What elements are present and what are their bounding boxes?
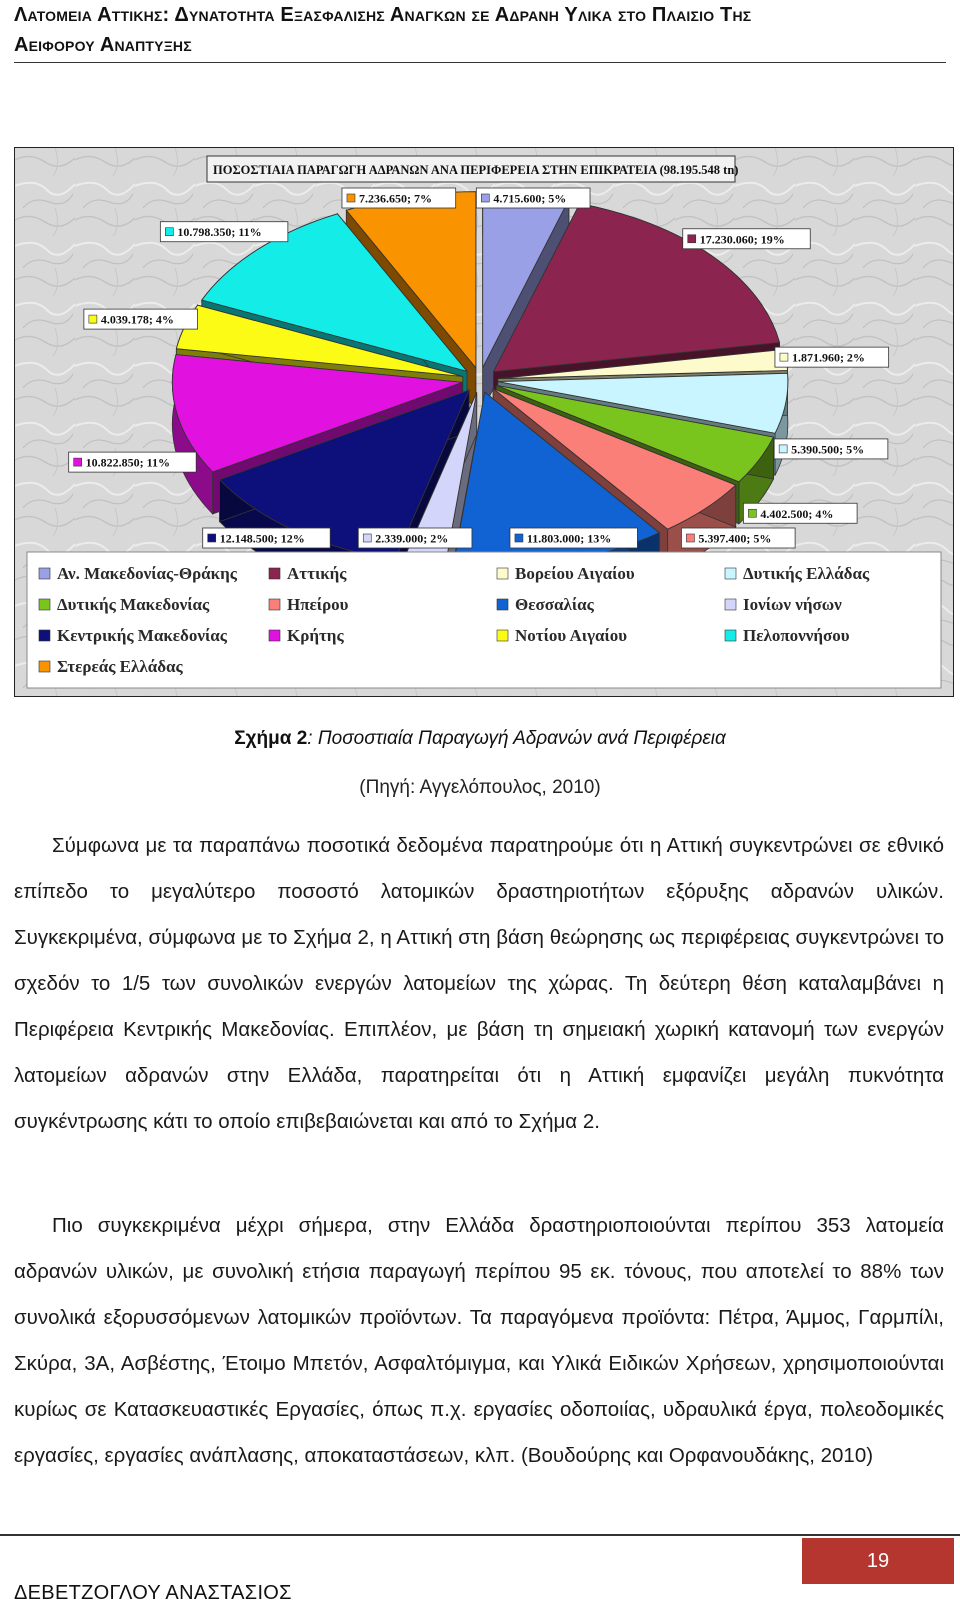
data-label xyxy=(203,528,330,548)
legend-item xyxy=(39,657,184,676)
legend-swatch xyxy=(269,630,280,641)
legend-label: Ηπείρου xyxy=(287,595,349,614)
data-label-swatch xyxy=(515,534,523,542)
paragraph-2 xyxy=(14,1203,944,1479)
legend-label: Στερεάς Ελλάδας xyxy=(57,657,183,676)
data-label xyxy=(69,452,197,472)
header-line-2: Αειφορου Αναπτυξης xyxy=(14,34,192,56)
data-label-swatch xyxy=(74,458,82,466)
running-header xyxy=(14,0,946,60)
data-label-swatch xyxy=(779,445,787,453)
data-label-text: 4.715.600; 5% xyxy=(493,191,567,206)
legend-swatch xyxy=(39,599,50,610)
legend-label: Ιονίων νήσων xyxy=(743,595,842,614)
legend-swatch xyxy=(497,568,508,579)
legend-swatch xyxy=(39,661,50,672)
data-label-text: 4.402.500; 4% xyxy=(760,506,834,521)
data-label-swatch xyxy=(688,235,696,243)
author-name: ΔΕΒΕΤΖΟΓΛΟΥ ΑΝΑΣΤΑΣΙΟΣ xyxy=(14,1582,292,1604)
paragraph-1-text: Σύμφωνα με τα παραπάνω ποσοτικά δεδομένα παρατηρούμε ότι η Αττική συγκεντρώνει σε εθνικό επίπεδο το μεγαλύτερο ποσοστό λατομικών δραστηριοτήτων εξόρυξης αδρανών υλικών. Συγκεκριμένα, σύμφωνα με το Σχήμα 2, η Αττική στη βάση θεώρησης ως περιφέρειας συγκεντρώνει το σχεδόν το 1/5 των συνολικών ενεργών λατομείων της χώρας. Τη δεύτερη θέση καταλαμβάνει η Περιφέρεια Κεντρικής Μακεδονίας. Επιπλέον, με βάση τη σημειακή χωρική κατανομή των ενεργών λατομείων αδρανών στην Ελλάδα, παρατηρείται ότι η Αττική εμφανίζει μεγάλη πυκνότητα συγκέντρωσης κάτι το οποίο επιβεβαιώνεται και από το Σχήμα 2. xyxy=(14,834,944,1133)
legend-swatch xyxy=(269,568,280,579)
data-label-text: 1.871.960; 2% xyxy=(791,350,865,365)
legend-swatch xyxy=(39,630,50,641)
legend-item xyxy=(725,595,842,614)
figure-source: (Πηγή: Αγγελόπουλος, 2010) xyxy=(359,777,601,798)
data-label-text: 7.236.650; 7% xyxy=(358,191,432,206)
legend-swatch xyxy=(725,568,736,579)
data-label-text: 5.397.400; 5% xyxy=(698,531,772,546)
legend-label: Αν. Μακεδονίας-Θράκης xyxy=(57,564,237,583)
data-label-text: 4.039.178; 4% xyxy=(100,312,174,327)
figure-caption xyxy=(0,728,960,750)
legend-swatch xyxy=(725,630,736,641)
data-label-swatch xyxy=(481,194,489,202)
data-label-swatch xyxy=(165,228,173,236)
legend-label: Δυτικής Ελλάδας xyxy=(743,564,870,583)
legend-swatch xyxy=(725,599,736,610)
legend-swatch xyxy=(497,599,508,610)
data-label-text: 12.148.500; 12% xyxy=(219,531,305,546)
legend-item xyxy=(725,564,870,583)
paragraph-1 xyxy=(14,823,944,1145)
figure-pie-chart xyxy=(14,147,954,697)
legend-item xyxy=(497,564,635,583)
legend-swatch xyxy=(269,599,280,610)
paragraph-2-text: Πιο συγκεκριμένα μέχρι σήμερα, στην Ελλάδα δραστηριοποιούνται περίπου 353 λατομεία αδρανών υλικών, με συνολική ετήσια παραγωγή περίπου 95 εκ. τόνους, που αποτελεί το 88% των συνολικά εξορυσσόμενων λατομικών προϊόντων. Τα παραγόμενα προϊόντα: Πέτρα, Άμμος, Γαρμπίλι, Σκύρα, 3Α, Ασβέστης, Έτοιμο Μπετόν, Ασφαλτόμιγμα, και Υλικά Ειδικών Χρήσεων, χρησιμοποιούνται κυρίως σε Κατασκευαστικές Εργασίες, όπως π.χ. εργασίες οδοποιίας, υδραυλικά έργα, πολεοδομικές εργασίες, εργασίες ανάπλασης, αποκαταστάσεων, κλπ. (Βουδούρης και Ορφανουδάκης, 2010) xyxy=(14,1214,944,1467)
page-number: 19 xyxy=(802,1538,954,1584)
data-label-swatch xyxy=(780,353,788,361)
data-label xyxy=(358,528,472,548)
legend-item xyxy=(497,626,627,645)
data-label-text: 17.230.060; 19% xyxy=(699,232,785,247)
legend-label: Πελοποννήσου xyxy=(743,626,850,645)
data-label-swatch xyxy=(363,534,371,542)
pie-chart-svg xyxy=(15,148,953,696)
data-label xyxy=(160,222,287,242)
legend-label: Κρήτης xyxy=(287,626,344,645)
data-label xyxy=(342,188,456,208)
legend-label: Δυτικής Μακεδονίας xyxy=(57,595,210,614)
legend-label: Βορείου Αιγαίου xyxy=(515,564,635,583)
data-label xyxy=(743,503,857,523)
data-label xyxy=(84,309,198,329)
legend-label: Θεσσαλίας xyxy=(515,595,594,614)
legend-label: Νοτίου Αιγαίου xyxy=(515,626,628,645)
header-line-1: Λατομεια Αττικης: Δυνατοτητα Εξασφαλισης Αναγκων σε Αδρανη Υλικα στο Πλαισιο Της xyxy=(14,4,752,26)
legend-label: Κεντρικής Μακεδονίας xyxy=(57,626,227,645)
data-label-swatch xyxy=(89,315,97,323)
caption-label: Σχήμα 2 xyxy=(234,728,308,749)
data-label xyxy=(681,528,795,548)
data-label-text: 11.803.000; 13% xyxy=(526,531,612,546)
header-rule xyxy=(14,62,946,63)
legend-item xyxy=(725,626,850,645)
data-label-swatch xyxy=(347,194,355,202)
legend-swatch xyxy=(497,630,508,641)
footer-rule xyxy=(0,1534,960,1536)
legend-item xyxy=(39,626,228,645)
legend-item xyxy=(39,564,238,583)
data-label-swatch xyxy=(748,509,756,517)
legend-swatch xyxy=(39,568,50,579)
data-label-text: 2.339.000; 2% xyxy=(375,531,449,546)
data-label xyxy=(683,229,811,249)
legend-item xyxy=(39,595,210,614)
data-label-text: 5.390.500; 5% xyxy=(791,442,865,457)
data-label-swatch xyxy=(208,534,216,542)
caption-text: : Ποσοστιαία Παραγωγή Αδρανών ανά Περιφέρεια xyxy=(307,728,726,749)
data-label-text: 10.798.350; 11% xyxy=(177,225,262,240)
legend-label: Αττικής xyxy=(287,564,347,583)
data-label xyxy=(774,439,888,459)
data-label xyxy=(510,528,638,548)
data-label-swatch xyxy=(686,534,694,542)
data-label xyxy=(476,188,590,208)
data-label xyxy=(775,347,889,367)
chart-title: ΠΟΣΟΣΤΙΑΙΑ ΠΑΡΑΓΩΓΗ ΑΔΡΑΝΩΝ ΑΝΑ ΠΕΡΙΦΕΡΕΙΑ ΣΤΗΝ ΕΠΙΚΡΑΤΕΙΑ (98.195.548 tn) xyxy=(213,163,739,177)
data-label-text: 10.822.850; 11% xyxy=(85,455,171,470)
